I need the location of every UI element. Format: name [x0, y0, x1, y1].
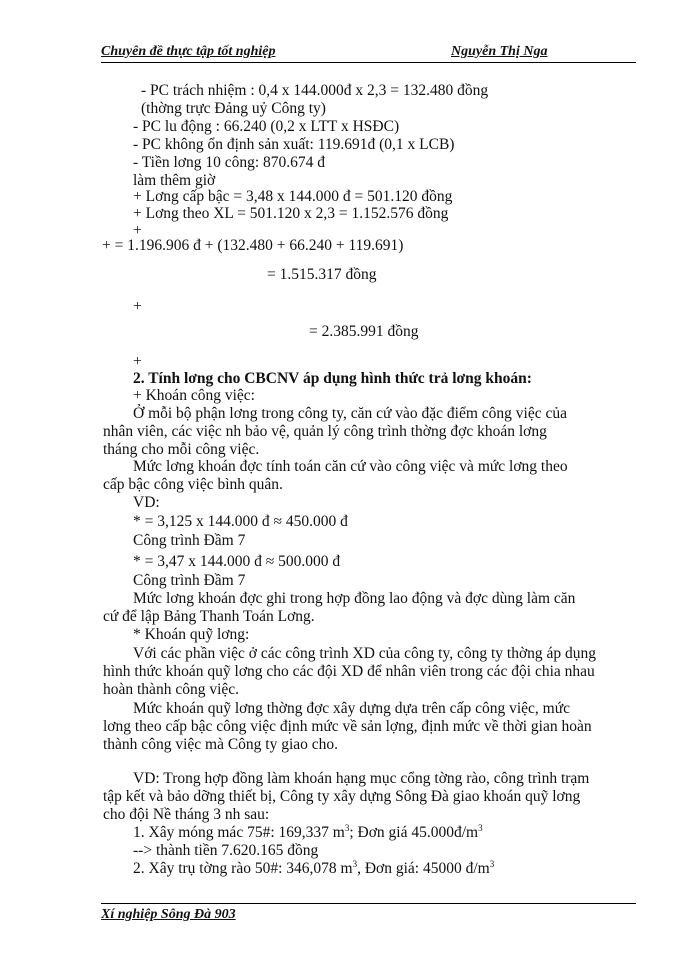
- text-line: + Lơng cấp bậc = 3,48 x 144.000 đ = 501.120 đồng: [133, 188, 453, 205]
- text-line: hoàn thành công việc.: [103, 681, 240, 698]
- text-line: cứ để lập Bảng Thanh Toán Lơng.: [103, 608, 315, 625]
- text-line: [133, 860, 494, 878]
- text-line: thành công việc mà Công ty giao cho.: [103, 736, 339, 753]
- text-line: cho đội Nề tháng 3 nh sau:: [103, 806, 270, 823]
- text-line: Mức khoán quỹ lơng thờng đợc xây dựng dựa trên cấp công việc, mức: [133, 700, 570, 717]
- text-line: + = 1.196.906 đ + (132.480 + 66.240 + 119.691): [102, 237, 404, 254]
- text-line: * = 3,47 x 144.000 đ ≈ 500.000 đ: [133, 553, 341, 570]
- text-line: +: [133, 298, 142, 315]
- text-line: - PC không ổn định sản xuất: 119.691đ (0,1 x LCB): [133, 136, 455, 153]
- text-line: - PC trách nhiệm : 0,4 x 144.000đ x 2,3 = 132.480 đồng: [141, 82, 489, 99]
- superscript: 3: [352, 858, 358, 869]
- text-segment: 2. Xây trụ tờng rào 50#: 346,078 m: [133, 860, 353, 877]
- text-line: làm thêm giờ: [133, 172, 216, 189]
- text-line: tháng cho mỗi công việc.: [103, 441, 260, 458]
- text-line: = 1.515.317 đồng: [267, 266, 377, 283]
- text-line: lơng theo cấp bậc công việc định mức về sản lợng, định mức về thời gian hoàn: [103, 718, 592, 735]
- superscript: 3: [344, 822, 350, 833]
- text-segment: 1. Xây móng mác 75#: 169,337 m: [133, 824, 345, 841]
- footer-rule: [101, 903, 636, 904]
- text-line: * = 3,125 x 144.000 đ ≈ 450.000 đ: [133, 513, 348, 530]
- text-line: cấp bậc công việc bình quân.: [103, 476, 283, 493]
- text-line: Với các phần việc ở các công trình XD của công ty, công ty thờng áp dụng: [133, 645, 597, 662]
- text-segment: , Đơn giá: 45000 đ/m: [357, 860, 490, 877]
- footer-text: Xí nghiệp Sông Đà 903: [101, 907, 236, 922]
- text-line: * Khoán quỹ lơng:: [133, 626, 250, 643]
- text-line: - PC lu động : 66.240 (0,2 x LTT x HSĐC): [133, 118, 400, 135]
- text-line: VD:: [133, 494, 160, 511]
- text-line: (thờng trực Đảng uỷ Công ty): [141, 100, 326, 117]
- text-line: + Lơng theo XL = 501.120 x 2,3 = 1.152.576 đồng: [133, 205, 449, 222]
- text-line: - Tiền lơng 10 công: 870.674 đ: [133, 154, 326, 171]
- header-author: Nguyễn Thị Nga: [451, 44, 548, 59]
- text-line: hình thức khoán quỹ lơng cho các đội XD để nhân viên trong các đội chia nhau: [103, 663, 595, 680]
- text-line: Ở mỗi bộ phận lơng trong công ty, căn cứ vào đặc điểm công việc của: [133, 405, 567, 422]
- superscript: 3: [489, 858, 495, 869]
- text-line: Mức lơng khoán đợc ghi trong hợp đồng lao động và đợc dùng làm căn: [133, 590, 576, 607]
- header-title: Chuyên đề thực tập tốt nghiệp: [101, 44, 276, 59]
- text-line: nhân viên, các việc nh bảo vệ, quản lý công trình thờng đợc khoán lơng: [103, 423, 547, 440]
- text-line: +: [133, 353, 142, 370]
- text-line: [133, 824, 483, 842]
- section-heading: 2. Tính lơng cho CBCNV áp dụng hình thức trả lơng khoán:: [133, 370, 532, 387]
- text-line: +: [133, 222, 142, 239]
- text-line: tập kết và bảo dỡng thiết bị, Công ty xây dựng Sông Đà giao khoán quỹ lơng: [103, 788, 581, 805]
- text-line: --> thành tiền 7.620.165 đồng: [133, 842, 319, 859]
- header-rule: [101, 62, 636, 63]
- text-line: = 2.385.991 đồng: [309, 323, 419, 340]
- text-line: Mức lơng khoán đợc tính toán căn cứ vào công việc và mức lơng theo: [133, 458, 568, 475]
- text-line: Công trình Đầm 7: [133, 572, 246, 589]
- text-line: VD: Trong hợp đồng làm khoán hạng mục cổng tờng rào, công trình trạm: [133, 770, 590, 787]
- text-segment: ; Đơn giá 45.000đ/m: [349, 824, 479, 841]
- text-line: + Khoán công việc:: [133, 387, 255, 404]
- text-line: Công trình Đầm 7: [133, 532, 246, 549]
- superscript: 3: [478, 822, 483, 833]
